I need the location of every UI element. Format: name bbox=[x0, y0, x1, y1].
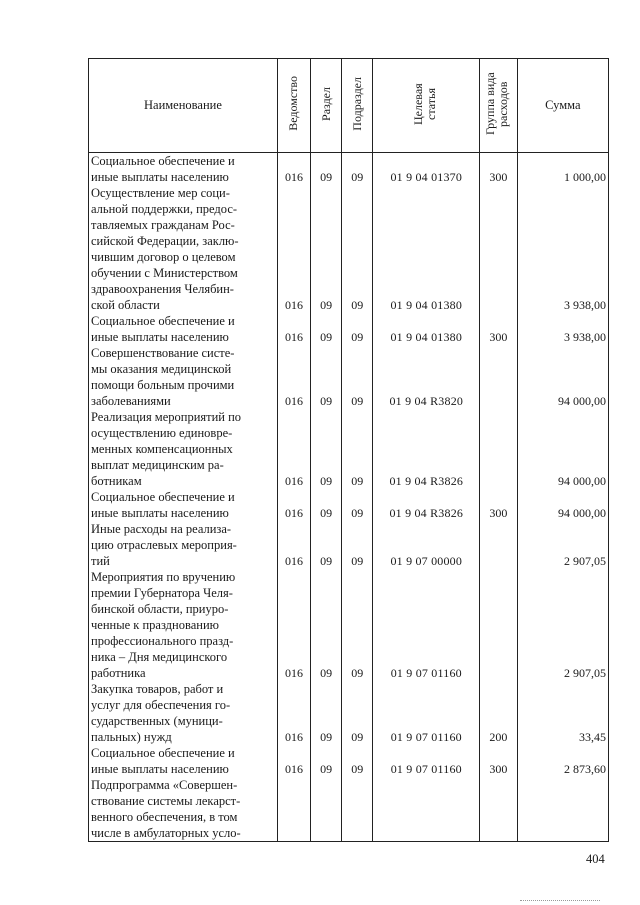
cell-sub: 09 bbox=[342, 489, 373, 521]
cell-sum: 2 907,05 bbox=[517, 521, 608, 569]
cell-name: Осуществление мер соци- альной поддержки, предос- тавляемых гражданам Рос- сийской Федерации, заклю- чившим договор о целевом обучении с Министерством здравоохранения Челябин- ской области bbox=[89, 185, 278, 313]
cell-sec: 09 bbox=[311, 569, 342, 681]
table-row bbox=[89, 489, 609, 521]
cell-name: Мероприятия по вручению премии Губернатора Челя- бинской области, приуро- ченные к празднованию профессионального празд- ника – Дня медицинского работника bbox=[89, 569, 278, 681]
cell-sec bbox=[311, 777, 342, 842]
header-group bbox=[480, 59, 517, 153]
cell-art: 01 9 07 01160 bbox=[373, 745, 480, 777]
cell-sec: 09 bbox=[311, 185, 342, 313]
cell-art bbox=[373, 777, 480, 842]
cell-name: Социальное обеспечение и иные выплаты населению bbox=[89, 745, 278, 777]
header-subsection bbox=[342, 59, 373, 153]
cell-art: 01 9 04 R3826 bbox=[373, 409, 480, 489]
cell-sum: 94 000,00 bbox=[517, 345, 608, 409]
cell-dept bbox=[277, 777, 310, 842]
cell-sec: 09 bbox=[311, 345, 342, 409]
cell-grp bbox=[480, 345, 517, 409]
table-row bbox=[89, 409, 609, 489]
table-row bbox=[89, 681, 609, 745]
header-section-label: Раздел bbox=[318, 86, 333, 121]
cell-sum: 33,45 bbox=[517, 681, 608, 745]
table-header bbox=[89, 59, 609, 153]
cell-grp: 300 bbox=[480, 745, 517, 777]
cell-name: Закупка товаров, работ и услуг для обеспечения го- сударственных (муници- пальных) нужд bbox=[89, 681, 278, 745]
cell-sub bbox=[342, 777, 373, 842]
table-row bbox=[89, 313, 609, 345]
cell-sum: 1 000,00 bbox=[517, 153, 608, 186]
cell-dept: 016 bbox=[277, 345, 310, 409]
cell-sec: 09 bbox=[311, 521, 342, 569]
cell-sec: 09 bbox=[311, 313, 342, 345]
cell-sec: 09 bbox=[311, 681, 342, 745]
cell-art: 01 9 04 01380 bbox=[373, 185, 480, 313]
cell-name: Совершенствование систе- мы оказания медицинской помощи больным прочими заболеваниями bbox=[89, 345, 278, 409]
cell-sub: 09 bbox=[342, 409, 373, 489]
cell-dept: 016 bbox=[277, 681, 310, 745]
cell-sub: 09 bbox=[342, 185, 373, 313]
cell-art: 01 9 04 01370 bbox=[373, 153, 480, 186]
cell-sum: 3 938,00 bbox=[517, 313, 608, 345]
cell-sub: 09 bbox=[342, 521, 373, 569]
page-number: 404 bbox=[586, 852, 605, 866]
cell-dept: 016 bbox=[277, 409, 310, 489]
cell-sub: 09 bbox=[342, 569, 373, 681]
cell-dept: 016 bbox=[277, 153, 310, 186]
cell-grp: 300 bbox=[480, 313, 517, 345]
header-dept-label: Ведомство bbox=[286, 76, 301, 131]
header-section bbox=[311, 59, 342, 153]
cell-name: Социальное обеспечение и иные выплаты населению bbox=[89, 153, 278, 186]
cell-sum bbox=[517, 777, 608, 842]
cell-sub: 09 bbox=[342, 153, 373, 186]
cell-sub: 09 bbox=[342, 681, 373, 745]
header-article bbox=[373, 59, 480, 153]
header-dept bbox=[277, 59, 310, 153]
cell-dept: 016 bbox=[277, 521, 310, 569]
cell-sub: 09 bbox=[342, 345, 373, 409]
cell-art: 01 9 04 R3820 bbox=[373, 345, 480, 409]
table-row bbox=[89, 777, 609, 842]
table-row bbox=[89, 745, 609, 777]
cell-grp bbox=[480, 569, 517, 681]
cell-sub: 09 bbox=[342, 313, 373, 345]
header-name: Наименование bbox=[89, 59, 278, 153]
cell-dept: 016 bbox=[277, 569, 310, 681]
cell-dept: 016 bbox=[277, 313, 310, 345]
cell-dept: 016 bbox=[277, 745, 310, 777]
cell-grp: 300 bbox=[480, 153, 517, 186]
cell-sec: 09 bbox=[311, 409, 342, 489]
header-article-label: Целевая статья bbox=[411, 82, 439, 125]
table-row bbox=[89, 153, 609, 186]
cell-name: Социальное обеспечение и иные выплаты населению bbox=[89, 313, 278, 345]
table-row bbox=[89, 185, 609, 313]
table-body bbox=[89, 153, 609, 842]
cell-sub: 09 bbox=[342, 745, 373, 777]
header-sum: Сумма bbox=[517, 59, 608, 153]
cell-sum: 94 000,00 bbox=[517, 489, 608, 521]
header-subsection-label: Подраздел bbox=[349, 76, 364, 131]
cell-grp bbox=[480, 777, 517, 842]
table-row bbox=[89, 521, 609, 569]
cell-sum: 3 938,00 bbox=[517, 185, 608, 313]
cell-sum: 2 907,05 bbox=[517, 569, 608, 681]
cell-dept: 016 bbox=[277, 489, 310, 521]
cell-sec: 09 bbox=[311, 745, 342, 777]
cell-name: Социальное обеспечение и иные выплаты населению bbox=[89, 489, 278, 521]
cell-sec: 09 bbox=[311, 489, 342, 521]
table-row bbox=[89, 569, 609, 681]
cell-grp: 200 bbox=[480, 681, 517, 745]
header-group-label: Группа вида расходов bbox=[483, 72, 511, 135]
cell-grp bbox=[480, 185, 517, 313]
budget-table bbox=[88, 58, 609, 842]
cell-art: 01 9 07 01160 bbox=[373, 569, 480, 681]
cell-sum: 94 000,00 bbox=[517, 409, 608, 489]
scan-artifact-line bbox=[520, 900, 600, 902]
cell-sum: 2 873,60 bbox=[517, 745, 608, 777]
cell-art: 01 9 04 R3826 bbox=[373, 489, 480, 521]
cell-grp bbox=[480, 409, 517, 489]
cell-name: Подпрограмма «Совершен- ствование системы лекарст- венного обеспечения, в том числе в амбулаторных усло- bbox=[89, 777, 278, 842]
cell-art: 01 9 04 01380 bbox=[373, 313, 480, 345]
cell-sec: 09 bbox=[311, 153, 342, 186]
cell-grp bbox=[480, 521, 517, 569]
cell-grp: 300 bbox=[480, 489, 517, 521]
cell-art: 01 9 07 01160 bbox=[373, 681, 480, 745]
table-row bbox=[89, 345, 609, 409]
cell-dept: 016 bbox=[277, 185, 310, 313]
cell-name: Иные расходы на реализа- цию отраслевых мероприя- тий bbox=[89, 521, 278, 569]
cell-name: Реализация мероприятий по осуществлению единовре- менных компенсационных выплат медицинским ра- ботникам bbox=[89, 409, 278, 489]
cell-art: 01 9 07 00000 bbox=[373, 521, 480, 569]
